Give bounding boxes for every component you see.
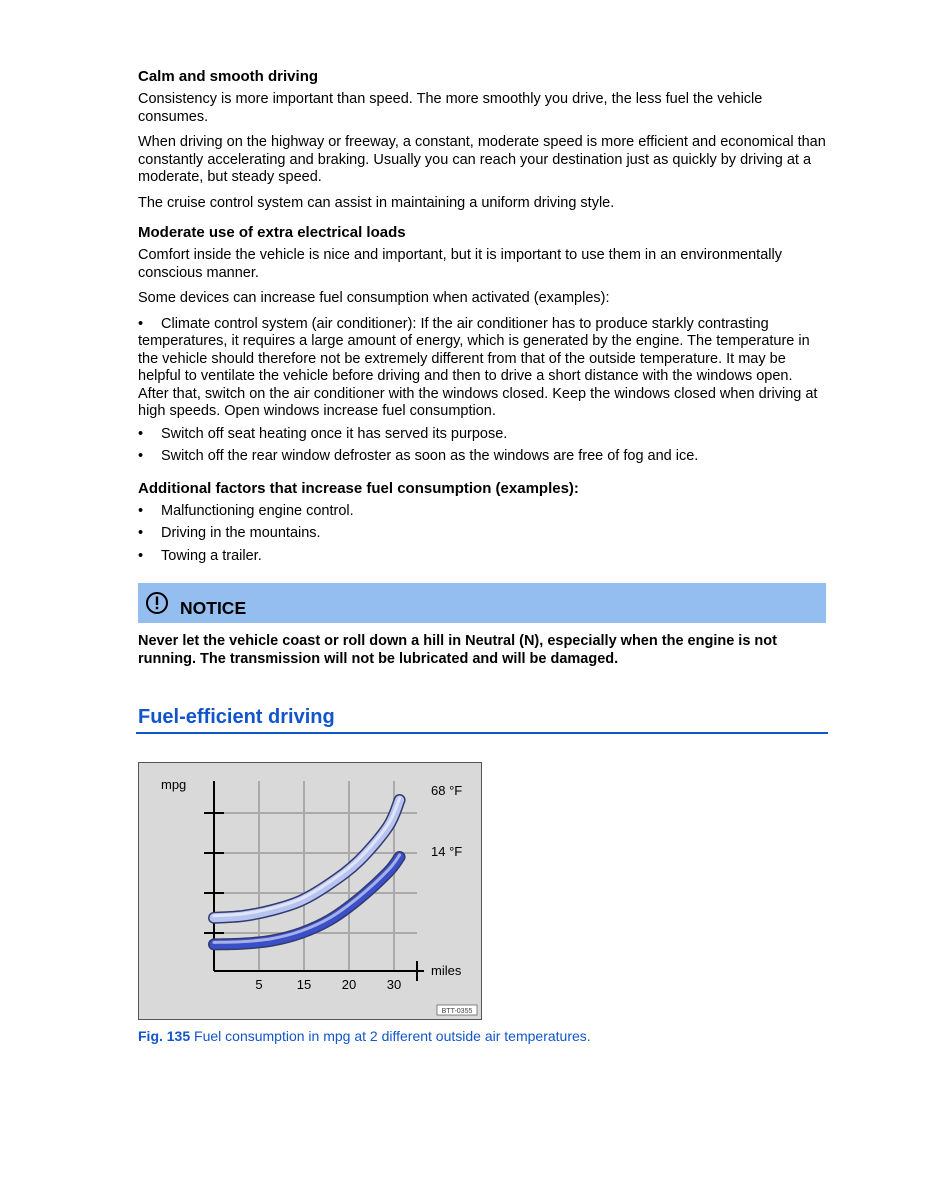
section-title-fuel-efficient: Fuel-efficient driving xyxy=(136,706,828,734)
exclamation-circle-icon xyxy=(145,591,169,615)
x-tick-label: 20 xyxy=(341,977,357,992)
series-label: 68 °F xyxy=(431,783,463,798)
bullet-glyph: • xyxy=(138,448,144,464)
list-item xyxy=(138,316,826,421)
list-item xyxy=(138,503,826,521)
list-item-text: Towing a trailer. xyxy=(161,547,262,564)
bullet-glyph: • xyxy=(138,315,144,332)
list-item xyxy=(138,426,826,444)
series-line xyxy=(214,800,400,918)
bullet-list-factors xyxy=(138,503,826,566)
notice-banner xyxy=(138,583,826,623)
x-tick-label: 30 xyxy=(386,977,402,992)
fuel-consumption-figure xyxy=(138,762,482,1020)
manual-page xyxy=(138,60,826,1044)
list-item-text: Malfunctioning engine control. xyxy=(161,502,354,519)
bullet-glyph: • xyxy=(138,425,144,442)
bullet-glyph: • xyxy=(138,525,144,541)
bullet-glyph: • xyxy=(138,547,144,564)
paragraph: Comfort inside the vehicle is nice and important, but it is important to use them in an environmentally conscious manner. xyxy=(138,247,782,281)
heading-calm-driving: Calm and smooth driving xyxy=(138,68,319,85)
paragraph: Some devices can increase fuel consumption when activated (examples): xyxy=(138,290,610,306)
notice-title: NOTICE xyxy=(180,598,247,618)
x-tick-label: 15 xyxy=(296,977,312,992)
list-item-text: Climate control system (air conditioner): If the air conditioner has to produce starkly contrasting temperatures, it requires a large amount of energy, which is generated by the engine. The temperature in the vehicle should therefore not be extremely different from that of the outside temperature. It may be helpful to ventilate the vehicle before driving and then to drive a short distance with the windows open. After that, switch on the air conditioner with the windows closed. Keep the windows closed when driving at high speeds. Open windows increase fuel consumption. xyxy=(138,315,818,419)
fuel-consumption-chart xyxy=(139,763,481,1019)
figure-caption xyxy=(138,1028,826,1044)
list-item xyxy=(138,448,826,466)
figure-number: Fig. 135 xyxy=(138,1028,191,1044)
bullet-glyph: • xyxy=(138,502,144,519)
x-tick-label: 5 xyxy=(255,977,263,992)
list-item-text: Driving in the mountains. xyxy=(161,525,321,541)
list-item-text: Switch off seat heating once it has served its purpose. xyxy=(161,425,508,442)
x-axis-label: miles xyxy=(431,963,462,978)
figure-code: BTT-0355 xyxy=(441,1008,473,1015)
notice-text: Never let the vehicle coast or roll down a hill in Neutral (N), especially when the engine is not running. The transmission will not be lubricated and will be damaged. xyxy=(138,633,777,667)
list-item-text: Switch off the rear window defroster as soon as the windows are free of fog and ice. xyxy=(161,448,699,464)
series-label: 14 °F xyxy=(431,844,463,859)
heading-electrical-loads: Moderate use of extra electrical loads xyxy=(138,224,406,241)
paragraph: The cruise control system can assist in maintaining a uniform driving style. xyxy=(138,194,615,211)
heading-additional-factors: Additional factors that increase fuel consumption (examples): xyxy=(138,479,579,497)
list-item xyxy=(138,525,826,543)
y-axis-label: mpg xyxy=(161,777,187,792)
paragraph: Consistency is more important than speed. The more smoothly you drive, the less fuel the vehicle consumes. xyxy=(138,91,763,125)
list-item xyxy=(138,548,826,566)
paragraph: When driving on the highway or freeway, a constant, moderate speed is more efficient and economical than constantly accelerating and braking. Usually you can reach your destination just as quickly by driving at a moderate, but steady speed. xyxy=(138,134,826,185)
figure-caption-text: Fuel consumption in mpg at 2 different outside air temperatures. xyxy=(190,1028,591,1044)
bullet-list-electrical xyxy=(138,316,826,466)
